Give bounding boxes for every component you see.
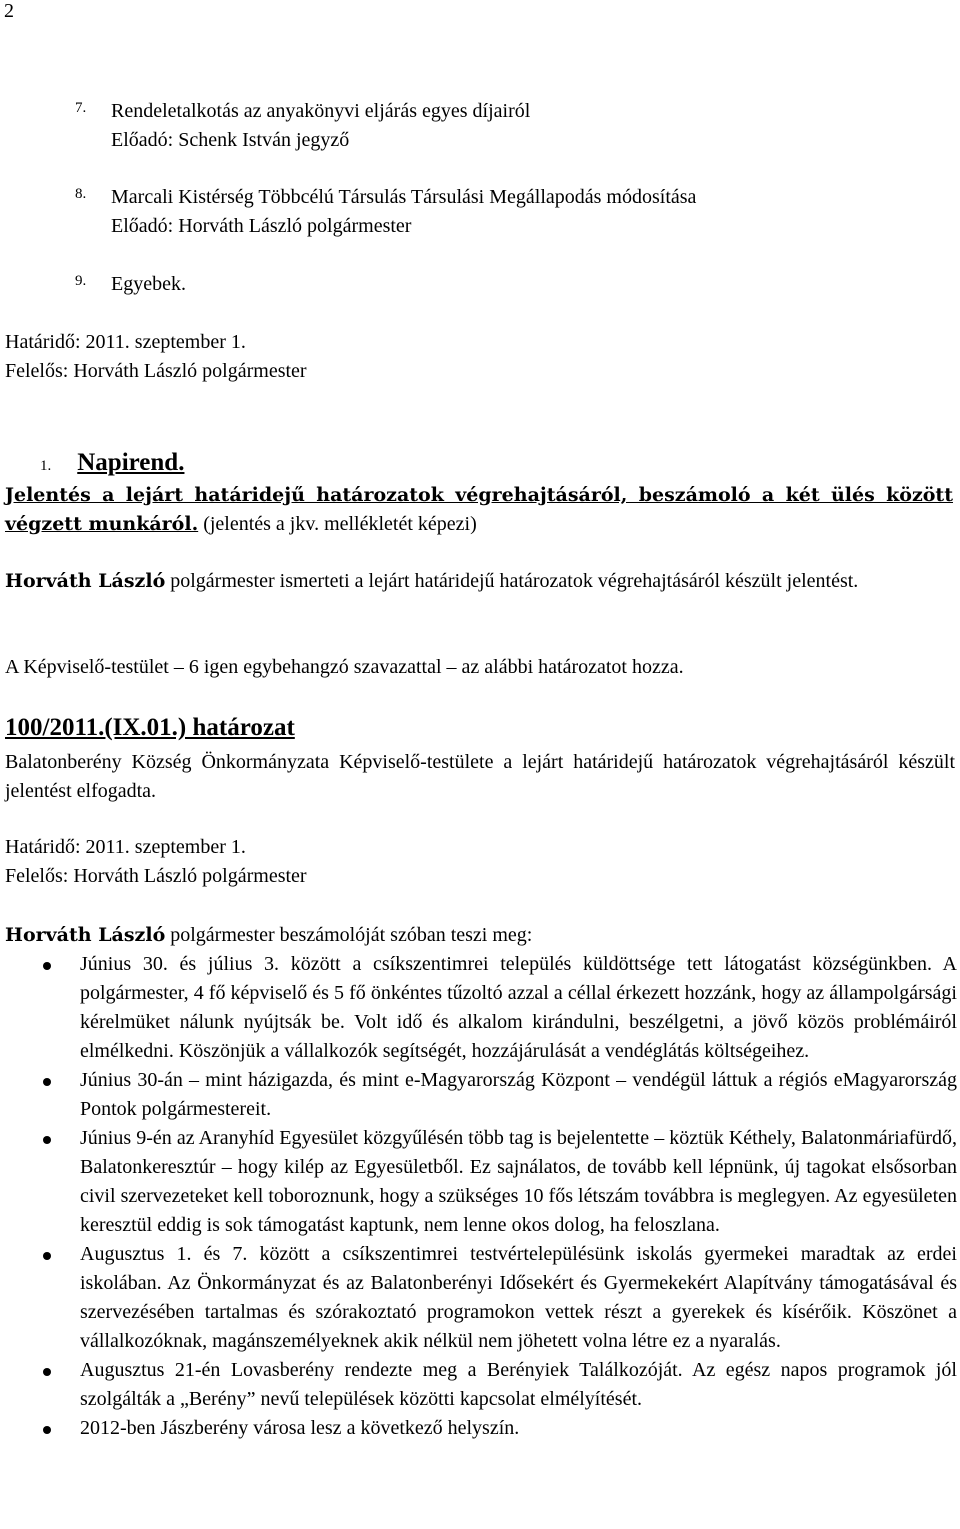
- agenda-presenter: Előadó: Schenk István jegyző: [111, 129, 350, 151]
- list-item-text: Augusztus 1. és 7. között a csíkszentimrei testvértelepülésünk iskolás gyermekei maradtak az erdei iskolában. Az Önkormányzat és az Balatonberényi Idősekért és Gyermekekért Alapítvány támogatásával és szervezésében tartalmas és szórakoztató programokon vettek részt a gyerekek és kísérőik. Köszönet a vállalkozóknak, magánszemélyeknek akik nélkül nem jöhetett volna létre ez a nyaralás.: [80, 1243, 957, 1352]
- list-item-text: Június 9-én az Aranyhíd Egyesület közgyűlésén több tag is bejelentette – köztük Kéthely, Balatonmáriafürdő, Balatonkeresztúr – hogy kilép az Egyesületből. Ez sajnálatos, de tovább kell lépnünk, új tagokat elsősorban civil szervezeteket kell toboroznunk, hogy a szükséges 10 fős létszám továbbra is meglegyen. Az egyesületen keresztül eddig is sok támogatást kaptunk, nem lenne okos dolog, ha feloszlana.: [80, 1127, 957, 1236]
- napirend-title: Napirend.: [77, 449, 185, 476]
- responsible: Felelős: Horváth László polgármester: [5, 865, 307, 887]
- report-bullet-list: [80, 950, 957, 1443]
- agenda-title: Rendeletalkotás az anyakönyvi eljárás egyes díjairól: [111, 100, 531, 122]
- subject-line2-bold: végzett munkáról.: [5, 513, 199, 535]
- page-number: 2: [4, 0, 14, 22]
- list-item-text: 2012-ben Jászberény városa lesz a következő helyszín.: [80, 1417, 520, 1439]
- bullet-icon: [43, 1078, 51, 1086]
- list-item-text: Június 30. és július 3. között a csíkszentimrei település küldöttsége tett látogatást községünkben. A polgármester, 4 fő képviselő és 5 fő önkéntes tűzoltó azzal a céllal érkezett hozzánk, hogy az állampolgársági kérelmüket nálunk nyújtsák be. Volt idő és alkalom kirándulni, beszélgetni, a jövő közös problémáiról elmélkedni. Köszönjük a vállalkozók segítségét, hozzájárulását a vendéglátás költségeihez.: [80, 953, 957, 1062]
- list-item: [80, 1414, 957, 1443]
- agenda-title: Egyebek.: [111, 273, 186, 295]
- bullet-icon: [43, 1252, 51, 1260]
- subject-heading-line2: [5, 510, 477, 539]
- list-item: [80, 1240, 957, 1356]
- subject-line1: Jelentés a lejárt határidejű határozatok végrehajtásáról, beszámoló a két ülés között: [5, 484, 953, 506]
- list-item: [80, 1124, 957, 1240]
- list-item-text: Június 30-án – mint házigazda, és mint e-Magyarország Központ – vendégül láttuk a régiós eMagyarország Pontok polgármestereit.: [80, 1069, 957, 1120]
- agenda-number: 9.: [75, 273, 87, 289]
- agenda-presenter: Előadó: Horváth László polgármester: [111, 215, 412, 237]
- resolution-text: Balatonberény Község Önkormányzata Képviselő-testülete a lejárt határidejű határozatok végrehajtásáról készült jelentést elfogadta.: [5, 751, 955, 802]
- resolution-number: 100/2011.(IX.01.) határozat: [5, 714, 295, 741]
- bullet-icon: [43, 1368, 51, 1376]
- speaker-name: Horváth László: [5, 570, 166, 592]
- list-item-text: Augusztus 21-én Lovasberény rendezte meg a Berényiek Találkozóját. Az egész napos programok jól szolgálták a „Berény” nevű települések közötti kapcsolat elmélyítését.: [80, 1359, 957, 1410]
- report-text: polgármester ismerteti a lejárt határidejű határozatok végrehajtásáról készült jelentést.: [165, 570, 859, 592]
- agenda-title: Marcali Kistérség Többcélú Társulás Társulási Megállapodás módosítása: [111, 186, 697, 208]
- subject-heading-line1: [5, 481, 953, 510]
- oral-report-text: polgármester beszámolóját szóban teszi meg:: [165, 924, 533, 946]
- agenda-number: 7.: [75, 100, 87, 116]
- oral-report-intro: [5, 921, 532, 950]
- subject-note: (jelentés a jkv. mellékletét képezi): [198, 513, 477, 535]
- list-item: [80, 1066, 957, 1124]
- napirend-number: 1.: [40, 458, 52, 474]
- deadline: Határidő: 2011. szeptember 1.: [5, 331, 246, 353]
- list-item: [80, 950, 957, 1066]
- deadline: Határidő: 2011. szeptember 1.: [5, 836, 246, 858]
- responsible: Felelős: Horváth László polgármester: [5, 360, 307, 382]
- napirend-heading: [40, 448, 184, 481]
- resolution-id: [5, 713, 295, 744]
- speaker-name: Horváth László: [5, 924, 166, 946]
- vote-text: A Képviselő-testület – 6 igen egybehangzó szavazattal – az alábbi határozatot hozza.: [5, 656, 684, 678]
- bullet-icon: [43, 1136, 51, 1144]
- agenda-number: 8.: [75, 186, 87, 202]
- report-paragraph: [5, 567, 955, 596]
- list-item: [80, 1356, 957, 1414]
- bullet-icon: [43, 1426, 51, 1434]
- bullet-icon: [43, 962, 51, 970]
